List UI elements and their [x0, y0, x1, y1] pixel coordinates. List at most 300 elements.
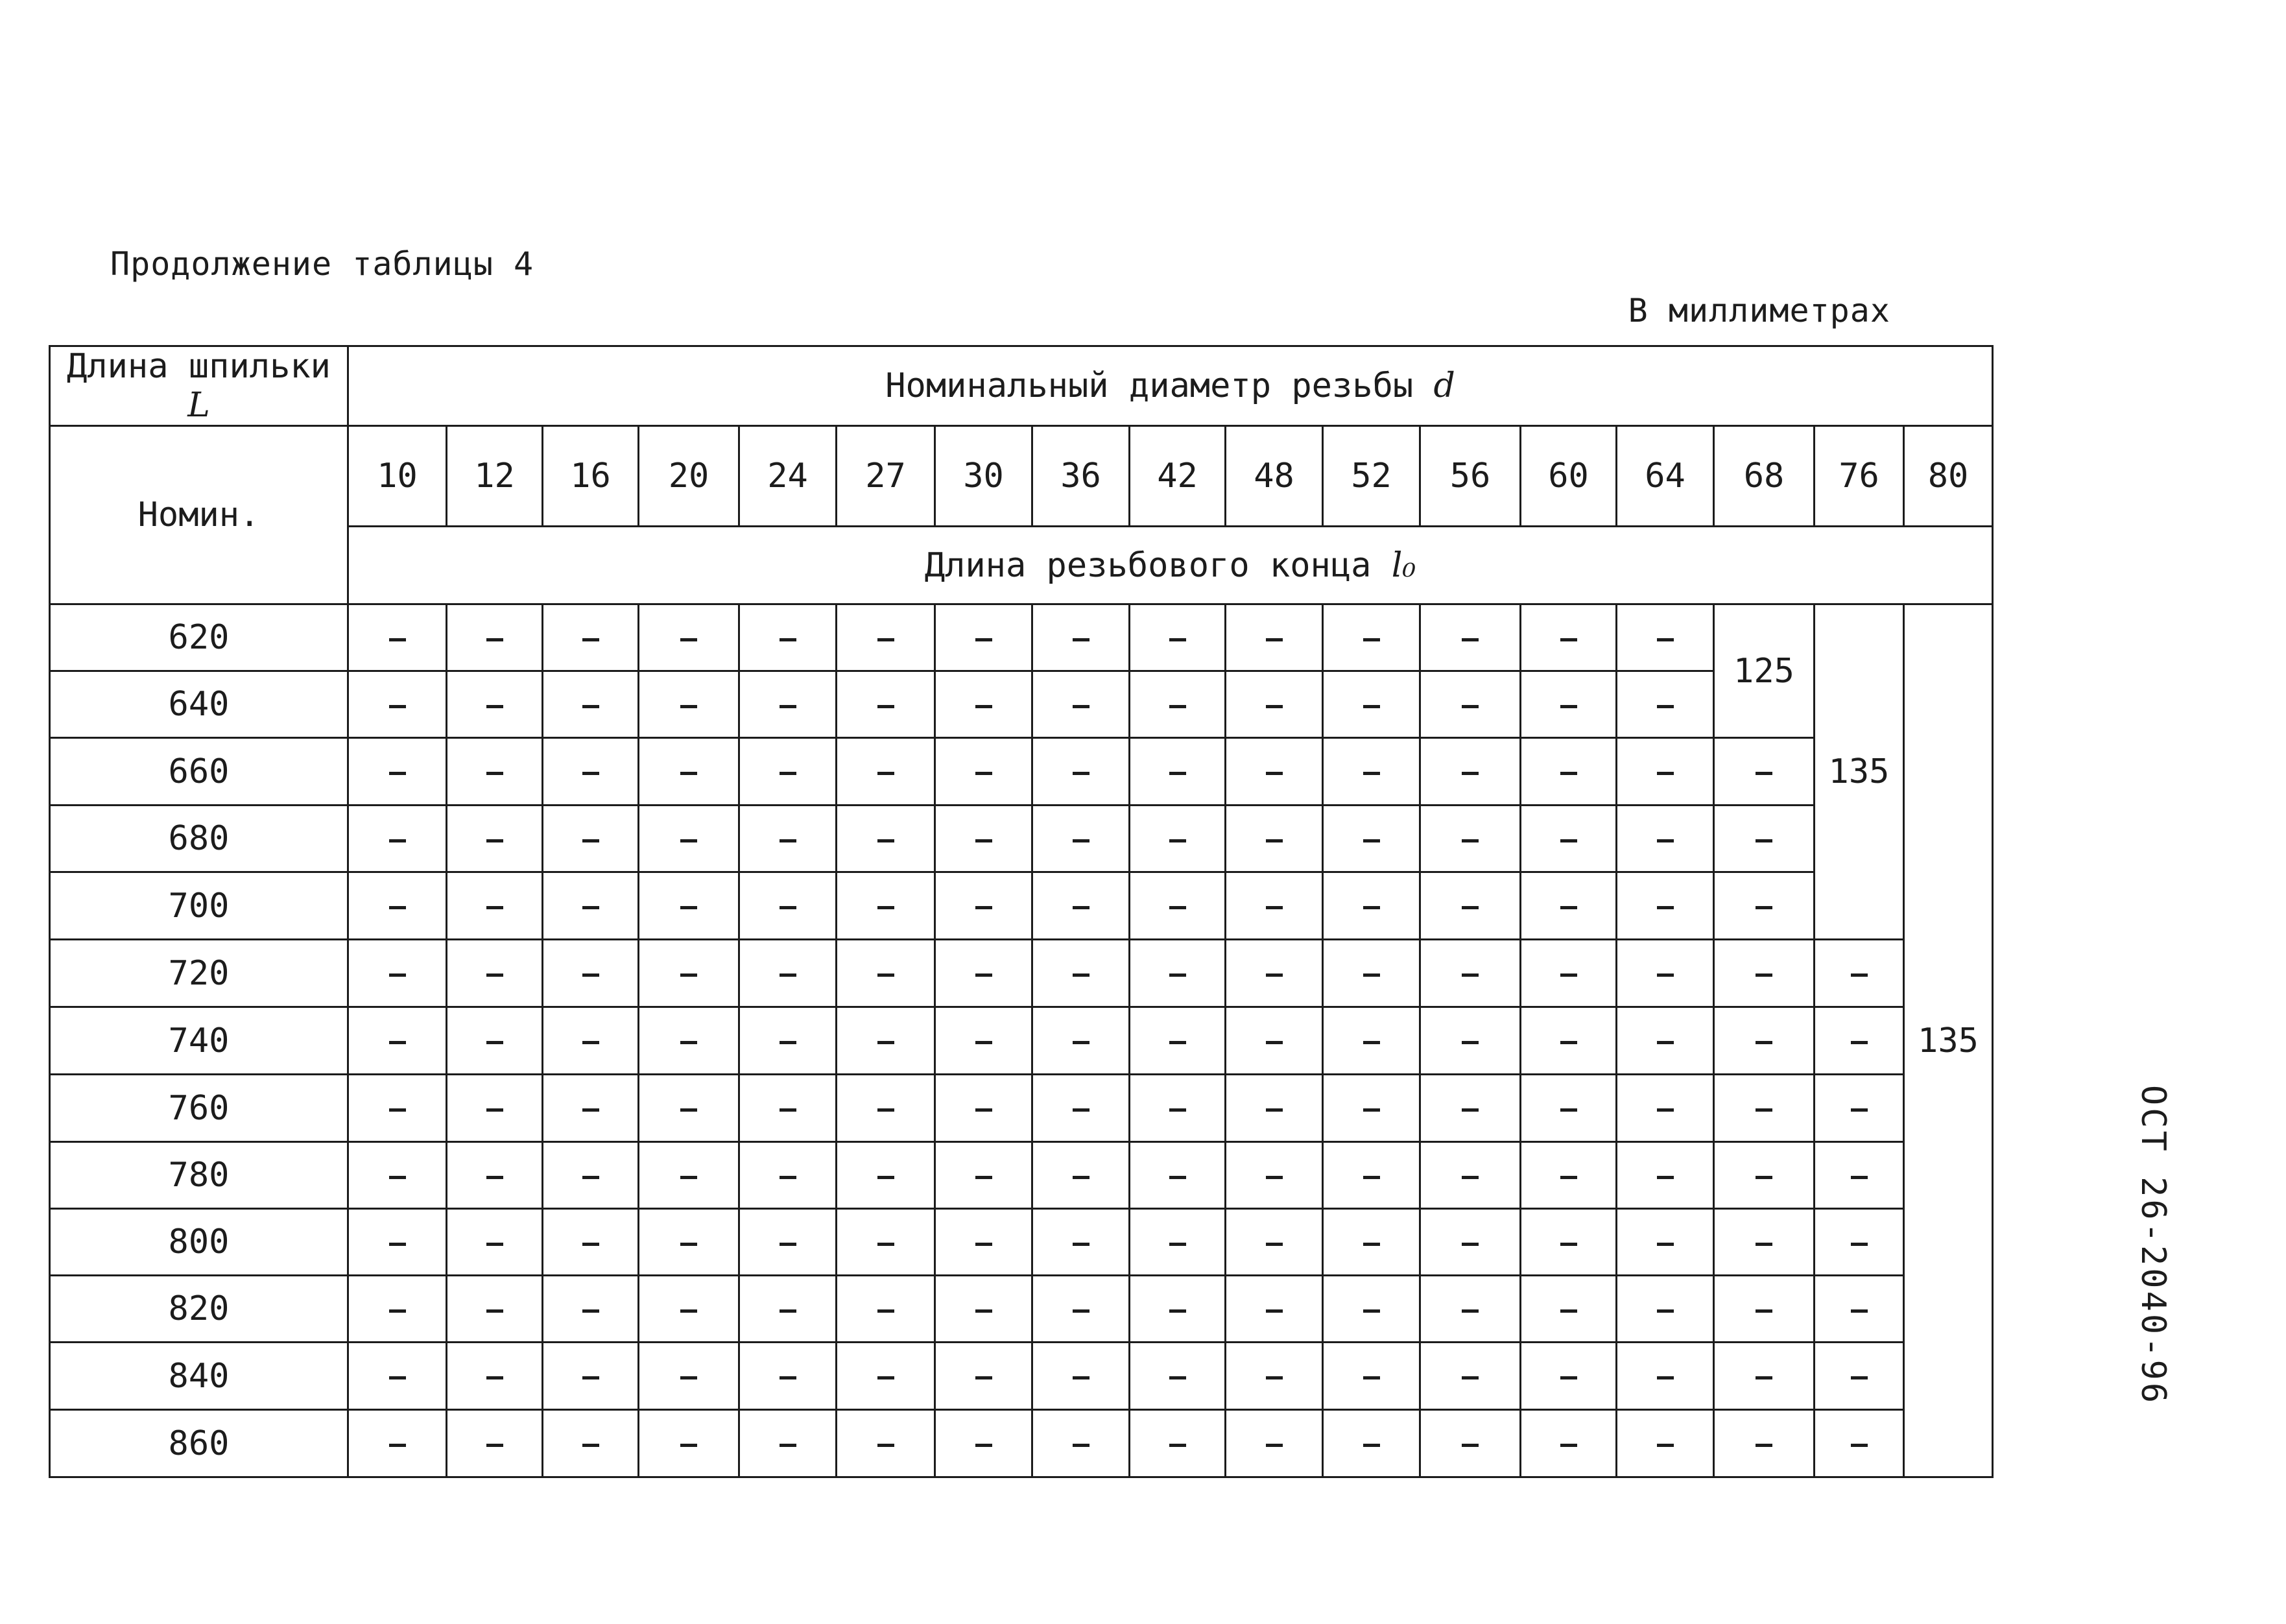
dash-cell	[1617, 1007, 1714, 1075]
dash-cell	[447, 806, 543, 872]
dash-cell	[1521, 738, 1617, 806]
dash-cell	[348, 1343, 447, 1410]
dash-mark	[780, 906, 796, 909]
dash-cell	[639, 872, 739, 940]
dash-mark	[1363, 1243, 1380, 1246]
dash-mark	[1169, 1108, 1186, 1112]
dash-cell	[348, 1007, 447, 1075]
dash-mark	[975, 1041, 992, 1044]
dash-cell	[1617, 1343, 1714, 1410]
dash-mark	[582, 638, 599, 641]
dash-mark	[1560, 1108, 1577, 1112]
d68-value-cell: 125	[1714, 604, 1815, 738]
dash-mark	[389, 1108, 406, 1112]
dash-mark	[1073, 839, 1089, 842]
dash-mark	[877, 1041, 894, 1044]
dash-cell	[447, 1007, 543, 1075]
dash-mark	[877, 1108, 894, 1112]
dash-mark	[1462, 1444, 1479, 1447]
dash-cell	[1032, 1410, 1130, 1477]
dash-cell	[1032, 1007, 1130, 1075]
dash-cell	[739, 1007, 837, 1075]
dash-cell	[1226, 671, 1323, 738]
dash-cell	[1815, 940, 1904, 1007]
dash-cell	[1032, 1209, 1130, 1276]
dash-mark	[582, 1444, 599, 1447]
dash-cell	[639, 1410, 739, 1477]
dash-cell	[837, 806, 935, 872]
dash-cell	[348, 1276, 447, 1343]
dash-cell	[543, 1276, 639, 1343]
dash-mark	[1462, 1176, 1479, 1179]
dash-mark	[1462, 973, 1479, 977]
dash-mark	[1073, 772, 1089, 775]
dash-cell	[1714, 872, 1815, 940]
dash-mark	[486, 1108, 503, 1112]
diameter-cell: 10	[348, 426, 447, 527]
dash-mark	[680, 1376, 697, 1379]
dash-cell	[1130, 1075, 1226, 1142]
length-row-label: 620	[50, 604, 348, 671]
dash-cell	[447, 872, 543, 940]
dash-mark	[1363, 1376, 1380, 1379]
dash-mark	[582, 839, 599, 842]
diameter-symbol: d	[1433, 366, 1455, 405]
dash-mark	[1657, 1309, 1674, 1313]
dash-cell	[837, 1410, 935, 1477]
dash-mark	[1462, 1041, 1479, 1044]
dash-cell	[1420, 671, 1521, 738]
dash-mark	[1169, 1444, 1186, 1447]
dash-cell	[447, 1343, 543, 1410]
dash-mark	[1073, 1176, 1089, 1179]
dash-mark	[1266, 1041, 1283, 1044]
dash-mark	[1756, 772, 1772, 775]
dash-cell	[543, 1075, 639, 1142]
thread-length-symbol: l₀	[1391, 545, 1416, 585]
dash-mark	[582, 906, 599, 909]
dash-mark	[486, 1243, 503, 1246]
dash-cell	[935, 872, 1032, 940]
dash-cell	[739, 1410, 837, 1477]
dash-cell	[1226, 1007, 1323, 1075]
dash-mark	[1073, 1108, 1089, 1112]
dash-mark	[975, 638, 992, 641]
dash-cell	[1521, 1209, 1617, 1276]
dash-cell	[739, 806, 837, 872]
dash-mark	[1266, 839, 1283, 842]
dash-cell	[935, 1410, 1032, 1477]
dash-cell	[1617, 940, 1714, 1007]
dash-mark	[1266, 1309, 1283, 1313]
dash-cell	[837, 738, 935, 806]
dash-cell	[837, 1142, 935, 1209]
dash-cell	[1226, 940, 1323, 1007]
dash-cell	[837, 872, 935, 940]
diameter-cell: 12	[447, 426, 543, 527]
dash-mark	[1073, 1309, 1089, 1313]
dash-mark	[877, 1243, 894, 1246]
dash-mark	[1657, 772, 1674, 775]
diameter-cell: 80	[1904, 426, 1993, 527]
dash-mark	[1560, 1376, 1577, 1379]
dash-cell	[739, 604, 837, 671]
dash-mark	[680, 1444, 697, 1447]
dash-cell	[739, 738, 837, 806]
dash-cell	[543, 1142, 639, 1209]
dash-cell	[1323, 1007, 1420, 1075]
dash-cell	[739, 1075, 837, 1142]
dash-mark	[780, 638, 796, 641]
diameter-header-text: Номинальный диаметр резьбы	[885, 366, 1414, 405]
dash-cell	[639, 1075, 739, 1142]
dash-mark	[1560, 839, 1577, 842]
dash-mark	[680, 1108, 697, 1112]
dash-mark	[486, 1376, 503, 1379]
length-row-label: 720	[50, 940, 348, 1007]
dash-cell	[1130, 806, 1226, 872]
dash-mark	[389, 705, 406, 708]
units-note: В миллиметрах	[1628, 292, 1890, 329]
dash-cell	[1032, 1343, 1130, 1410]
dash-mark	[1169, 705, 1186, 708]
dash-mark	[1169, 839, 1186, 842]
diameter-cell: 52	[1323, 426, 1420, 527]
dash-cell	[1032, 1142, 1130, 1209]
dash-mark	[1363, 1309, 1380, 1313]
dash-cell	[543, 872, 639, 940]
dash-mark	[680, 973, 697, 977]
dash-mark	[1169, 772, 1186, 775]
dash-cell	[447, 1410, 543, 1477]
dash-cell	[1521, 1007, 1617, 1075]
dash-cell	[1521, 604, 1617, 671]
length-header-text: Длина шпильки	[67, 347, 331, 386]
dash-cell	[1617, 738, 1714, 806]
dash-cell	[1521, 1410, 1617, 1477]
dash-cell	[543, 1007, 639, 1075]
dash-mark	[389, 638, 406, 641]
dash-mark	[1756, 1041, 1772, 1044]
dash-cell	[1521, 872, 1617, 940]
dash-mark	[1363, 839, 1380, 842]
dash-mark	[1073, 705, 1089, 708]
dash-mark	[1169, 1309, 1186, 1313]
thread-length-header	[348, 527, 1993, 604]
length-row-label: 680	[50, 806, 348, 872]
dash-mark	[1363, 1444, 1380, 1447]
dash-cell	[1226, 1276, 1323, 1343]
dash-mark	[1462, 638, 1479, 641]
dash-mark	[1462, 1309, 1479, 1313]
dash-cell	[1130, 1209, 1226, 1276]
dash-cell	[1226, 806, 1323, 872]
dash-cell	[1420, 1276, 1521, 1343]
dash-cell	[1130, 872, 1226, 940]
dash-mark	[1851, 1444, 1868, 1447]
dash-mark	[389, 1444, 406, 1447]
dash-cell	[837, 940, 935, 1007]
dash-mark	[780, 1176, 796, 1179]
dash-cell	[1617, 604, 1714, 671]
dash-cell	[1420, 1075, 1521, 1142]
dash-cell	[1323, 940, 1420, 1007]
dash-cell	[739, 940, 837, 1007]
dash-cell	[1226, 1343, 1323, 1410]
dash-cell	[1032, 604, 1130, 671]
dash-cell	[739, 671, 837, 738]
dash-mark	[1756, 1108, 1772, 1112]
dash-cell	[447, 671, 543, 738]
dash-cell	[1032, 940, 1130, 1007]
dash-cell	[1617, 1276, 1714, 1343]
dash-cell	[1323, 1075, 1420, 1142]
length-row-label: 860	[50, 1410, 348, 1477]
length-row-label: 780	[50, 1142, 348, 1209]
dash-cell	[1226, 1075, 1323, 1142]
dash-mark	[1073, 906, 1089, 909]
dash-mark	[877, 772, 894, 775]
dash-cell	[837, 1343, 935, 1410]
dash-mark	[1073, 1243, 1089, 1246]
dash-mark	[1169, 1176, 1186, 1179]
dash-cell	[348, 1142, 447, 1209]
dash-cell	[935, 1007, 1032, 1075]
dash-cell	[447, 1276, 543, 1343]
dash-mark	[1657, 1376, 1674, 1379]
dash-cell	[1714, 1007, 1815, 1075]
dash-mark	[780, 705, 796, 708]
dash-cell	[1815, 1007, 1904, 1075]
dash-mark	[1266, 1376, 1283, 1379]
dash-mark	[975, 973, 992, 977]
dash-mark	[680, 705, 697, 708]
dash-cell	[739, 1276, 837, 1343]
dash-mark	[1657, 1108, 1674, 1112]
dash-mark	[1363, 1176, 1380, 1179]
dash-mark	[1756, 839, 1772, 842]
dash-mark	[1851, 1243, 1868, 1246]
dash-mark	[1462, 906, 1479, 909]
dash-mark	[582, 1243, 599, 1246]
dash-mark	[1657, 906, 1674, 909]
dash-mark	[975, 1376, 992, 1379]
dash-mark	[1756, 1309, 1772, 1313]
dash-cell	[1226, 604, 1323, 671]
dash-mark	[486, 1176, 503, 1179]
dash-cell	[1226, 738, 1323, 806]
dash-mark	[680, 772, 697, 775]
dash-mark	[680, 839, 697, 842]
nominal-header: Номин.	[50, 426, 348, 604]
d80-value-cell: 135	[1904, 604, 1993, 1477]
dash-mark	[780, 1376, 796, 1379]
dash-cell	[1714, 940, 1815, 1007]
dash-mark	[486, 1444, 503, 1447]
dash-cell	[935, 604, 1032, 671]
dash-cell	[543, 1209, 639, 1276]
dash-mark	[1266, 1243, 1283, 1246]
dash-cell	[1032, 738, 1130, 806]
dash-cell	[1323, 806, 1420, 872]
dash-mark	[1560, 772, 1577, 775]
dash-mark	[780, 1041, 796, 1044]
dash-mark	[975, 1108, 992, 1112]
dash-mark	[877, 1309, 894, 1313]
dash-cell	[543, 1343, 639, 1410]
dash-cell	[1323, 1343, 1420, 1410]
dash-cell	[1714, 1075, 1815, 1142]
dash-mark	[1363, 1108, 1380, 1112]
dash-mark	[1560, 1176, 1577, 1179]
dash-mark	[582, 1176, 599, 1179]
dash-cell	[1815, 1209, 1904, 1276]
dash-mark	[1657, 839, 1674, 842]
dash-mark	[389, 1041, 406, 1044]
diameter-cell: 20	[639, 426, 739, 527]
dash-mark	[1073, 1041, 1089, 1044]
dash-cell	[1420, 1209, 1521, 1276]
dash-cell	[639, 738, 739, 806]
dash-mark	[975, 906, 992, 909]
dash-cell	[1323, 1410, 1420, 1477]
dash-cell	[1617, 806, 1714, 872]
dash-mark	[1266, 1108, 1283, 1112]
diameter-cell: 16	[543, 426, 639, 527]
dash-mark	[877, 973, 894, 977]
dash-cell	[543, 604, 639, 671]
dash-mark	[389, 973, 406, 977]
dash-cell	[1032, 1075, 1130, 1142]
dash-mark	[1266, 705, 1283, 708]
length-row-label: 700	[50, 872, 348, 940]
dash-mark	[1756, 1176, 1772, 1179]
dash-mark	[975, 1243, 992, 1246]
dash-cell	[935, 1276, 1032, 1343]
dash-cell	[543, 806, 639, 872]
dash-mark	[780, 1243, 796, 1246]
dash-mark	[389, 1376, 406, 1379]
dash-cell	[1815, 1276, 1904, 1343]
dash-cell	[935, 1075, 1032, 1142]
dash-cell	[1714, 1209, 1815, 1276]
dash-mark	[1363, 906, 1380, 909]
dash-cell	[348, 806, 447, 872]
dash-cell	[447, 1209, 543, 1276]
dash-cell	[935, 671, 1032, 738]
dash-mark	[1266, 973, 1283, 977]
diameter-cell: 36	[1032, 426, 1130, 527]
length-row-label: 800	[50, 1209, 348, 1276]
dash-cell	[935, 940, 1032, 1007]
dash-cell	[543, 940, 639, 1007]
dash-mark	[1169, 906, 1186, 909]
dash-cell	[1617, 1209, 1714, 1276]
dash-mark	[975, 1309, 992, 1313]
dash-mark	[780, 839, 796, 842]
dash-cell	[639, 1343, 739, 1410]
diameter-cell: 42	[1130, 426, 1226, 527]
dash-mark	[389, 1243, 406, 1246]
dash-cell	[739, 872, 837, 940]
dash-mark	[1560, 638, 1577, 641]
dash-mark	[582, 772, 599, 775]
dash-mark	[1756, 906, 1772, 909]
dash-mark	[1657, 973, 1674, 977]
dash-mark	[1462, 1376, 1479, 1379]
dash-cell	[1130, 1142, 1226, 1209]
dash-mark	[1266, 906, 1283, 909]
dash-mark	[975, 772, 992, 775]
dash-cell	[348, 1410, 447, 1477]
dash-cell	[1521, 1142, 1617, 1209]
dash-mark	[1560, 1243, 1577, 1246]
dash-cell	[1323, 671, 1420, 738]
dash-cell	[348, 872, 447, 940]
dash-cell	[1130, 940, 1226, 1007]
dash-cell	[348, 738, 447, 806]
dash-cell	[1130, 1343, 1226, 1410]
dash-cell	[935, 1142, 1032, 1209]
dash-mark	[877, 906, 894, 909]
dash-cell	[1130, 1007, 1226, 1075]
dash-mark	[1851, 1376, 1868, 1379]
dash-cell	[348, 671, 447, 738]
diameter-header	[348, 346, 1993, 426]
dash-cell	[543, 1410, 639, 1477]
dash-cell	[1420, 604, 1521, 671]
dash-mark	[1266, 638, 1283, 641]
dash-mark	[1266, 1176, 1283, 1179]
diameter-cell: 30	[935, 426, 1032, 527]
length-row-label: 640	[50, 671, 348, 738]
dash-cell	[739, 1209, 837, 1276]
dash-cell	[639, 1142, 739, 1209]
dash-cell	[837, 1276, 935, 1343]
dash-cell	[935, 1209, 1032, 1276]
dash-mark	[1560, 906, 1577, 909]
dash-cell	[1323, 738, 1420, 806]
dash-mark	[680, 1176, 697, 1179]
dash-mark	[1756, 1444, 1772, 1447]
dash-cell	[1714, 1142, 1815, 1209]
dash-mark	[680, 1041, 697, 1044]
dash-mark	[877, 1444, 894, 1447]
dash-cell	[1130, 1276, 1226, 1343]
dash-cell	[1714, 738, 1815, 806]
dash-mark	[486, 1041, 503, 1044]
dash-cell	[1521, 1276, 1617, 1343]
dash-cell	[935, 1343, 1032, 1410]
dash-mark	[582, 1108, 599, 1112]
dash-mark	[1560, 705, 1577, 708]
dash-mark	[1756, 1243, 1772, 1246]
dash-mark	[1462, 839, 1479, 842]
diameter-cell: 60	[1521, 426, 1617, 527]
dash-cell	[447, 604, 543, 671]
dash-mark	[1363, 705, 1380, 708]
diameter-cell: 48	[1226, 426, 1323, 527]
dash-cell	[1032, 872, 1130, 940]
dash-cell	[1420, 806, 1521, 872]
dash-mark	[680, 1309, 697, 1313]
dash-mark	[389, 839, 406, 842]
dash-cell	[1815, 1075, 1904, 1142]
dash-cell	[447, 1142, 543, 1209]
dash-mark	[486, 638, 503, 641]
length-row-label: 820	[50, 1276, 348, 1343]
dash-mark	[1073, 1444, 1089, 1447]
